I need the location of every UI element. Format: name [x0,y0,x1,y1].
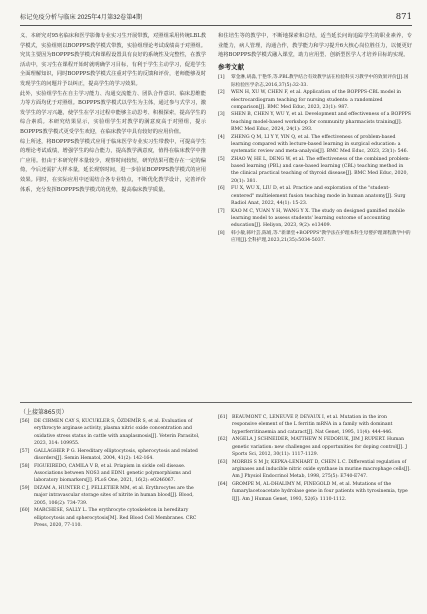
reference-item [20,463,208,485]
reference-text: SHEN B, CHEN Y, WU Y, et al. Development and effectiveness of a BOPPPS teaching model-based workshop for community pharmacists training[J]. BMC Med Educ, 2024, 24(1): 293. [231,112,412,133]
body-paragraph: 和住培生等的教学中，不断地探索和总结，适当延长问询追踪学生的职业素养，专业能力，病人管理，沟通合作，教学能力和学习提升6大核心岗位胜任力，以便更好地将BOPPPS教学模式融入课堂，助力应用型、创新型医学人才培养目标的实现。 [218,33,412,59]
reference-text: 韩小敏,韩叶芸,陈娟,等."新课堂+BOPPPS"教学法在护理本科生母婴护理课程教学中的应用[J].全科护理,2023,21(35):5034-5037. [231,230,411,243]
reference-text: DE CIRMEN CAY S, KUCUKLER S, ÖZDEMİR S, et al. Evaluation of erythrocyte arginase activity, plasma nitric oxide concentration and oxidative stress status in cattle with anaplasmosis[J]. Veterin Parasitol, 2023, 314: 109955. [34,419,200,447]
reference-number: [7] [218,208,225,214]
reference-item [218,230,412,245]
reference-number: [2] [218,90,225,96]
page-header [20,10,412,26]
journal-title: 标记免疫分析与临床 2025年4月第32卷第4期 [20,14,143,21]
reference-item [20,485,208,507]
reference-number: [59] [20,485,30,491]
page-number: 871 [395,12,412,22]
reference-text: GROMPE M, AL-DHALIMY M, FINEGOLD M, et al. Mutations of the fumarylacetoacetate hydrolase gene in four patients with tyrosinemia, type I[J]. Am J Human Genet, 1993, 52(6): 1110-1112. [232,481,408,502]
body-paragraph: 综上所述，将BOPPPS教学模式应用于临床医学专业实习生带教中，可提高学生的理论考试成绩，增强学生的综合能力，提高教学满意度，值得在临床教学中推广应用。但由于本研究样本量较少，观察时间较短，研究结果可能存在一定的偏倚，今后还需扩大样本量，延长观察时间，进一步验证BOPPPS教学模式的应用效果。同时，在实际应用中还需结合各专业特点，不断优化教学设计，完善评价体系，充分发挥BOPPPS教学模式的优势，提高临床教学质量。 [20,138,206,193]
reference-text: WEN H, XU W, CHEN F, et al. Application of the BOPPPS-CBL model in electrocardiogram teaching for nursing students: a randomized comparison[J]. BMC Med Educ, 2023, 23(1): 987. [231,90,401,110]
section-divider [20,402,412,403]
reference-text: FIGUEIREDO, CAMILA V B, et al. Priapism in sickle cell disease. Associations between NOS3 and EDN1 genetic polymorphisms and laboratory biomarkers[J]. PLoS One, 2021, 16(2): e0246067. [34,463,191,484]
body-paragraph: 此外，实验组学生在自主学习能力、沟通交流能力、团队合作意识、临床思维能力等方面均优于对照组。BOPPPS教学模式以学生为主体，通过参与式学习，激发学生的学习兴趣，使学生在学习过程中能够主动思考、积极探索，提高学生的综合素质。本研究结果显示，实验组学生对教学的满意度高于对照组，提示BOPPPS教学模式更受学生欢迎，在临床教学中具有较好的应用价值。 [20,90,206,135]
body-left-column [20,32,206,195]
reference-number: [6] [218,186,225,192]
reference-number: [3] [218,112,225,118]
continued-references-right [218,414,412,503]
reference-number: [1] [218,75,225,81]
reference-item [218,134,412,156]
reference-number: [60] [20,508,30,514]
reference-item [218,459,412,481]
reference-list [218,414,412,503]
reference-number: [8] [218,230,225,236]
references-heading: 参考文献 [218,63,244,71]
reference-text: MARCHESE, SALLY L. The erythrocyte cytoskeleton in hereditary elliptocytosis and spherocytosis[M]. Red Blood Cell Membranes. CRC Press, 2020, 77-110. [34,508,197,528]
reference-number: [61] [218,415,228,420]
reference-list [20,418,208,529]
body-right-column [218,32,412,245]
reference-text: KAO M C, YUAN Y H, WANG Y X. The study on designed gamified mobile learning model to assess students' learning outcome of accounting education[J]. Heliyon, 2023, 9(2): e13409. [231,208,405,229]
reference-text: ZHAO W, HE L, DENG W, et al. The effectiveness of the combined problem-based learning (PBL) and case-based learning (CBL) teaching method in the clinical practical teaching of thyroid disease[J]. BMC Med Educ, 2020, 20(1): 381. [231,156,411,184]
continued-references-left [20,418,208,530]
reference-number: [57] [20,448,30,454]
reference-number: [63] [218,459,228,465]
reference-item [218,111,412,133]
reference-item [218,208,412,230]
reference-item [218,481,412,503]
reference-text: GALLAGHER P G. Hereditary elliptocytosis, spherocytosis and related disorders[J]. Semin Hematol, 2004, 41(2): 142-164. [34,448,198,462]
reference-item [218,89,412,111]
reference-text: FU X, WU X, LIU D, et al. Practice and exploration of the "student-centered" multielement fusion teaching mode in human anatomy[J]. Surg Radiol Anat, 2022, 44(1): 15-23. [231,186,406,206]
reference-item [218,436,412,458]
reference-text: ZHENG Q M, LI Y Y, YIN Q, et al. The effectiveness of problem-based learning compared with lecture-based learning in surgical education: a systematic review and meta-analysis[J]. BMC Med Educ, 2023, 23(1): 546. [231,134,409,155]
reference-text: BEAUMONT C, LENEUVE P, DEVAUX I, et al. Mutation in the iron responsive element of the L ferritin mRNA in a family with dominant hyperferritinaemia and cataract[J]. Nat Genet, 1995, 11(4): 444-446. [232,415,393,435]
reference-number: [56] [20,419,30,424]
reference-text: MORRIS S M Jr, KEPKA-LENHART D, CHEN L C. Differential regulation of arginases and inducible nitric oxide synthase in murine macrophage cells[J]. Am J Physiol Endocrinol Metab, 1998, 275(5): E740-E747. [232,459,411,480]
reference-item [218,74,412,89]
reference-text: DIZAM A, HUNTER C J, PELLETIER MM, et al. Erythrocytes are the major intravascular storage sites of nitrite in human blood[J]. Blood, 2005, 106(2): 734-739. [34,485,194,506]
reference-number: [5] [218,156,225,162]
body-paragraph: 义、本研究对95名临床和医学影像专业实习生开展带教，对照组采用传统LBL教学模式，实验组则以BOPPPS教学模式带教，实验组理论考试成绩高于对照组。究其主要因为BOPPPS教学模式和课程设置具有良好的系统性及完整性，在教学活动中，实习生在课程开始时就明确学习目标，有利于学生主动学习，促进学生全面理解知识，同时BOPPPS教学模式注重对学生的反馈和评价，老师能够及时发现学生的问题并予以纠正，提高学生的学习效果。 [20,33,206,87]
reference-number: [58] [20,463,30,469]
reference-number: [4] [218,134,225,140]
reference-item [218,156,412,185]
reference-item [20,448,208,463]
reference-item [218,185,412,207]
continued-from-label: （上接第865页） [20,409,68,416]
reference-item [218,414,412,436]
reference-item [20,507,208,529]
reference-text: ANGELA J SCHNEIDER, MATTHEW N FEDORUK, JIM J RUPERT. Human genetic variation: new challenges and opportunities for doping control[J]. J Sports Sci, 2012, 30(11): 1117-1129. [232,437,408,458]
reference-number: [62] [218,437,228,443]
reference-number: [64] [218,481,228,487]
reference-item [20,418,208,447]
reference-text: 覃金淋,胡淼,于艳华,等.PBL教学结合有效教学法在检验科实习教学中的效果评价[J].国际检验医学杂志,2016,37(5):32-33. [231,75,409,88]
reference-list [218,74,412,244]
